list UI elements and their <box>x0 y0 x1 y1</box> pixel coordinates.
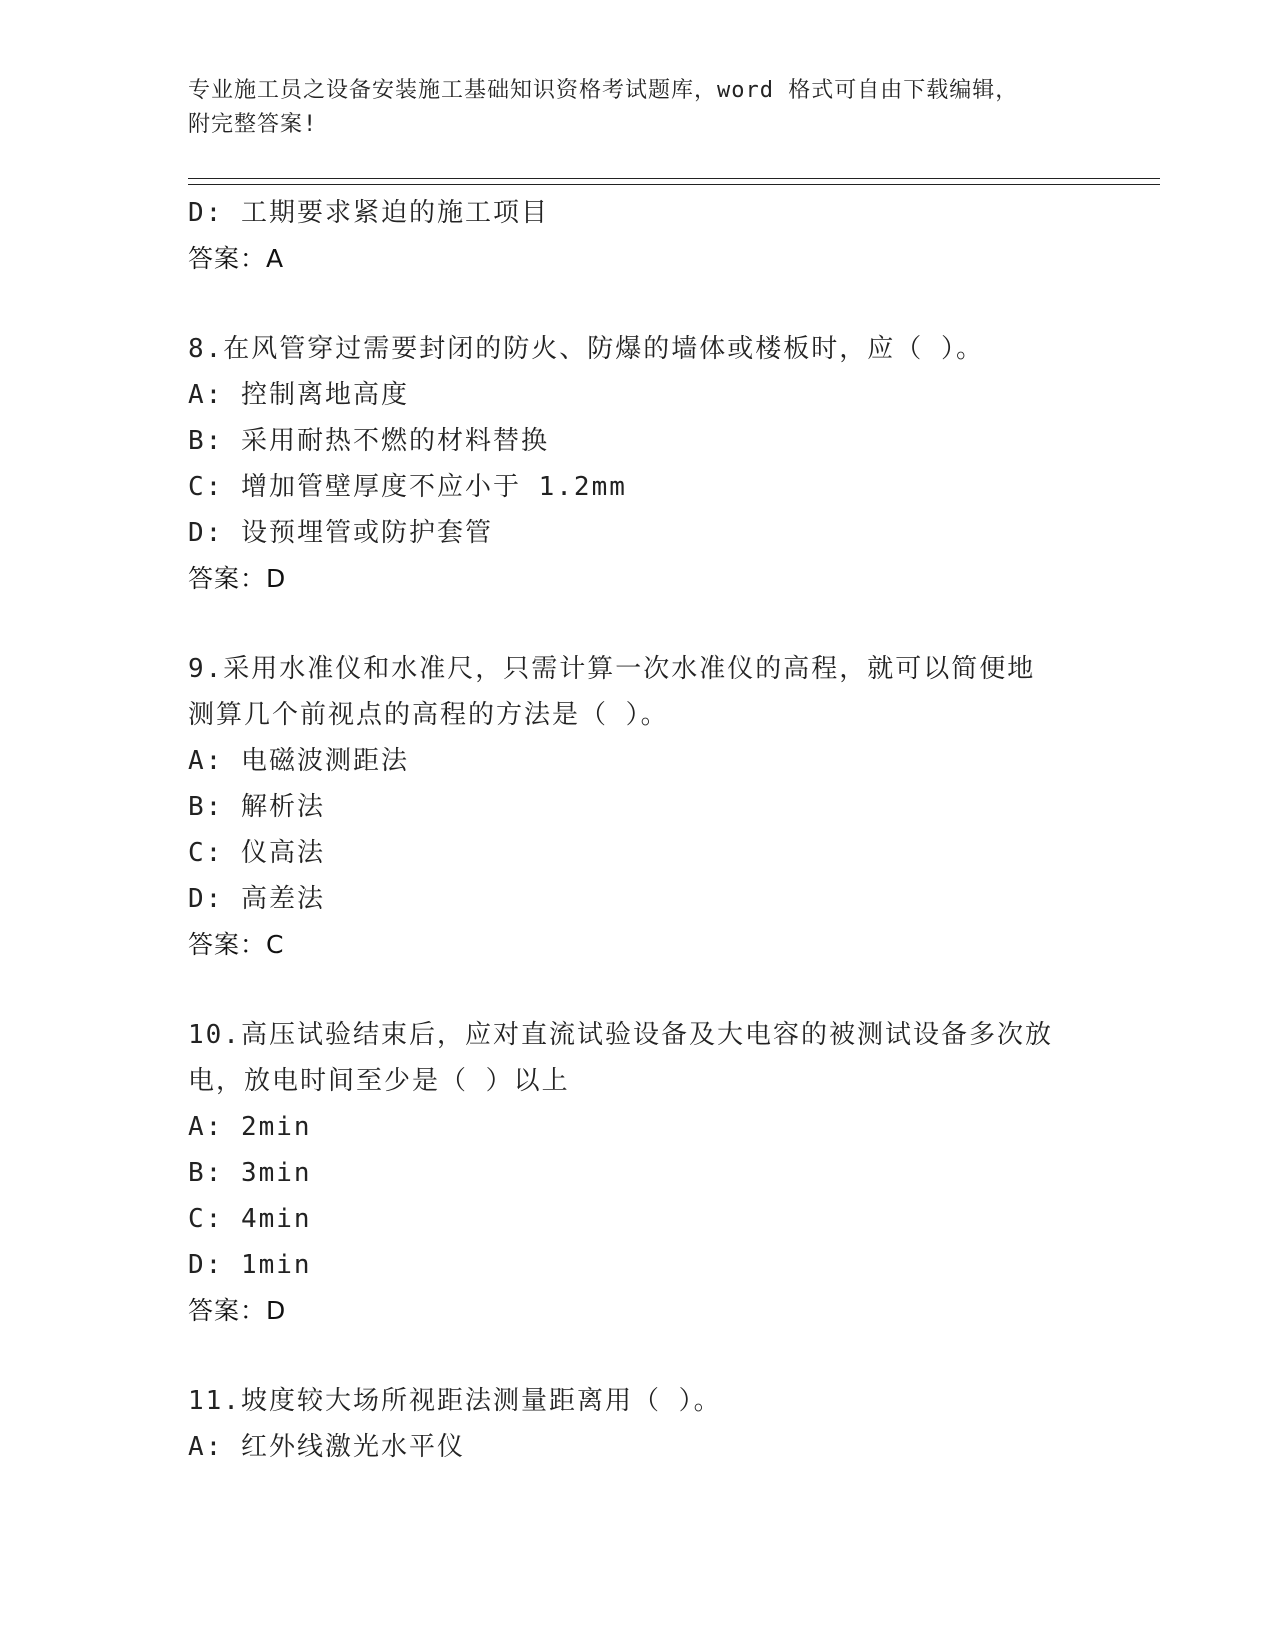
option-d: D: 1min <box>188 1250 312 1280</box>
header-line-1: 专业施工员之设备安装施工基础知识资格考试题库，word 格式可自由下载编辑， <box>188 78 1019 103</box>
option-a: A: 2min <box>188 1112 312 1142</box>
option-c: C: 增加管壁厚度不应小于 1.2mm <box>188 472 627 502</box>
question-9 <box>188 646 1088 968</box>
answer: 答案：D <box>188 1296 287 1325</box>
document-body <box>188 190 1088 1470</box>
option-a: A: 红外线激光水平仪 <box>188 1432 465 1462</box>
option-a: A: 电磁波测距法 <box>188 746 409 776</box>
answer: 答案：C <box>188 930 285 959</box>
prev-question-option-d: D: 工期要求紧迫的施工项目 <box>188 198 549 228</box>
option-b: B: 采用耐热不燃的材料替换 <box>188 426 549 456</box>
option-d: D: 设预埋管或防护套管 <box>188 518 493 548</box>
header-divider-top <box>188 178 1160 179</box>
question-text-line: 8.在风管穿过需要封闭的防火、防爆的墙体或楼板时，应（ ）。 <box>188 334 984 364</box>
option-c: C: 4min <box>188 1204 312 1234</box>
question-text-line: 10.高压试验结束后，应对直流试验设备及大电容的被测试设备多次放 <box>188 1020 1053 1050</box>
header-divider-bottom <box>188 184 1160 185</box>
option-c: C: 仪高法 <box>188 838 325 868</box>
option-b: B: 3min <box>188 1158 312 1188</box>
question-11 <box>188 1378 1088 1470</box>
question-text-line: 9.采用水准仪和水准尺，只需计算一次水准仪的高程，就可以简便地 <box>188 654 1036 684</box>
answer: 答案：D <box>188 564 287 593</box>
header-line-2: 附完整答案! <box>188 112 318 137</box>
prev-question-answer: 答案：A <box>188 244 285 273</box>
question-text-line: 测算几个前视点的高程的方法是（ ）。 <box>188 700 669 730</box>
document-header <box>188 74 1088 142</box>
option-a: A: 控制离地高度 <box>188 380 409 410</box>
question-8 <box>188 326 1088 602</box>
question-text-line: 11.坡度较大场所视距法测量距离用（ ）。 <box>188 1386 722 1416</box>
option-b: B: 解析法 <box>188 792 325 822</box>
question-text-line: 电，放电时间至少是（ ）以上 <box>188 1066 570 1096</box>
question-10 <box>188 1012 1088 1334</box>
option-d: D: 高差法 <box>188 884 325 914</box>
